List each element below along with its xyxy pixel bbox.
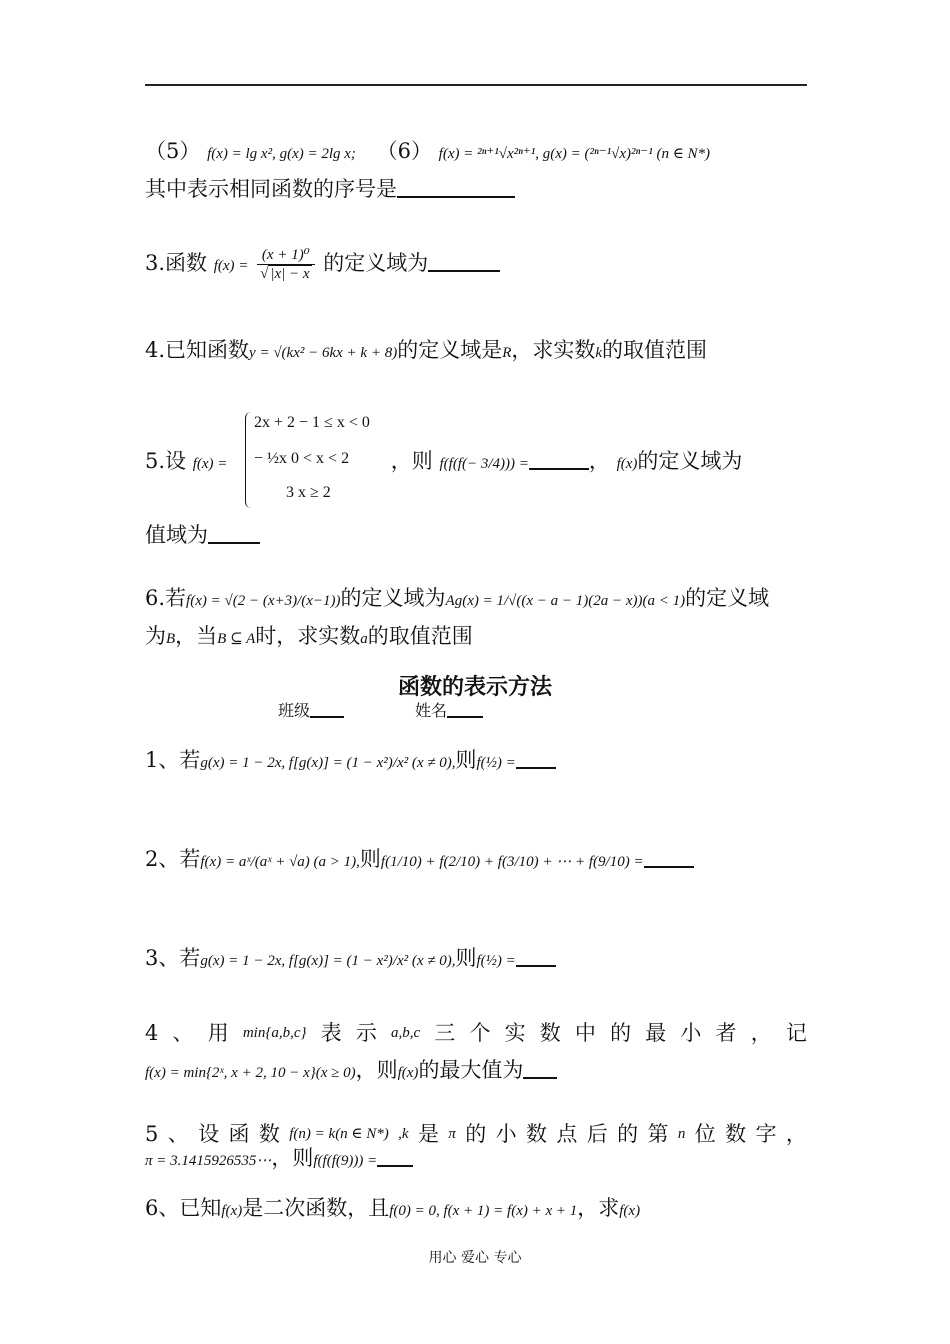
e6-ask: f(x) <box>619 1203 641 1219</box>
page-footer: 用心 爱心 专心 <box>428 1250 522 1266</box>
piecewise-case-3: 3 x ≥ 2 <box>286 484 331 501</box>
e5-token: ， <box>785 1122 807 1146</box>
e5-token: 、 <box>167 1122 189 1146</box>
e1-ask: f(½) = <box>476 755 516 771</box>
q4-mid2: ，求实数 <box>511 338 596 362</box>
q4-k: k <box>595 345 603 361</box>
q3-numerator: (x + 1)⁰ <box>257 246 314 265</box>
q6-A: A <box>445 593 455 609</box>
e5-token: 点 <box>556 1122 578 1146</box>
e4-token: 三 <box>434 1021 456 1045</box>
e4-math: f(x) = min{2ˣ, x + 2, 10 − x}(x ≥ 0) <box>145 1065 356 1081</box>
option-6-math: f(x) = ²ⁿ⁺¹√x²ⁿ⁺¹, g(x) = (²ⁿ⁻¹√x)²ⁿ⁻¹ (n ∈ N*) <box>438 146 711 162</box>
option-5-math: f(x) = lg x², g(x) = 2lg x; <box>207 146 356 162</box>
e4-token: 实 <box>504 1021 526 1045</box>
q6-prefix: 6.若 <box>145 586 187 610</box>
exercise-4 <box>145 1019 807 1047</box>
e5-token: ,k <box>398 1126 409 1142</box>
q6-line2-d: 的取值范围 <box>367 624 473 648</box>
name-label: 姓名 <box>415 701 448 720</box>
q6-line2-c: 时，求实数 <box>255 624 361 648</box>
q6-a: a <box>360 631 368 647</box>
e3-then: 则 <box>455 946 477 970</box>
e5-token: π <box>448 1126 456 1142</box>
e6-mid2: ，求 <box>577 1196 620 1220</box>
e2-math: f(x) = aˣ/(aˣ + √a) (a > 1), <box>200 854 360 870</box>
e5-pi-value: π = 3.1415926535⋯ <box>145 1153 272 1169</box>
e6-mid: 是二次函数，且 <box>242 1196 390 1220</box>
e2-then: 则 <box>359 847 381 871</box>
e4-token: 记 <box>785 1021 807 1045</box>
e4-suffix: 的最大值为 <box>418 1058 524 1082</box>
option-6-label: （6） <box>376 139 432 163</box>
header-rule <box>145 84 807 86</box>
q6-B: B <box>166 631 176 647</box>
e1-math: g(x) = 1 − 2x, f[g(x)] = (1 − x²)/x² (x ≠ 0), <box>200 755 456 771</box>
class-field <box>278 698 344 721</box>
name-blank[interactable] <box>447 700 483 718</box>
q4-prefix: 4.已知函数 <box>145 338 250 362</box>
e4-token: 者 <box>715 1021 737 1045</box>
e2-prefix: 2、若 <box>145 847 201 871</box>
e5-mid: ，则 <box>271 1146 314 1170</box>
class-label: 班级 <box>278 701 311 720</box>
e5-token: 后 <box>586 1122 608 1146</box>
e5-token: 函 <box>228 1122 250 1146</box>
question-2-options-line <box>145 137 807 168</box>
question-5-range <box>145 521 807 549</box>
q3-suffix: 的定义域为 <box>323 251 429 275</box>
answer-blank[interactable] <box>529 448 589 470</box>
exercise-2 <box>145 845 807 876</box>
question-2-prompt <box>145 175 807 203</box>
q5-composition: f(f(f(− 3/4))) = <box>439 456 529 472</box>
e4-token: 示 <box>355 1021 377 1045</box>
q3-prefix: 3.函数 <box>145 251 208 275</box>
answer-blank[interactable] <box>523 1057 557 1079</box>
question-4 <box>145 336 807 367</box>
e4-token: 的 <box>610 1021 632 1045</box>
q3-fraction <box>257 246 314 283</box>
e5-ask: f(f(f(9))) = <box>313 1153 378 1169</box>
e6-fx: f(x) <box>221 1203 243 1219</box>
e1-prefix: 1、若 <box>145 748 201 772</box>
e5-token: 字 <box>755 1122 777 1146</box>
q6-f-math: f(x) = √(2 − (x+3)/(x−1)) <box>186 593 341 609</box>
q3-den-radicand: |x| − x <box>270 266 310 282</box>
q6-condition: (a < 1) <box>642 593 686 609</box>
q4-mid: 的定义域是 <box>397 338 503 362</box>
q6-g-math: g(x) = 1/√((x − a − 1)(2a − x)) <box>454 593 643 609</box>
e4-token: min{a,b,c} <box>242 1025 307 1041</box>
exercise-5-line-2 <box>145 1144 807 1175</box>
q6-subset: B ⊆ A <box>217 631 256 647</box>
e3-ask: f(½) = <box>476 953 516 969</box>
exercise-4-line-2 <box>145 1056 807 1087</box>
q5-fx: f(x) <box>616 456 638 472</box>
e4-token: 个 <box>469 1021 491 1045</box>
answer-blank[interactable] <box>644 846 694 868</box>
e4-mid: ，则 <box>355 1058 398 1082</box>
answer-blank[interactable] <box>516 945 556 967</box>
exercise-6 <box>145 1194 807 1225</box>
e1-then: 则 <box>455 748 477 772</box>
e4-token: 4 <box>145 1021 159 1045</box>
exercise-3 <box>145 944 807 975</box>
e4-token: a,b,c <box>390 1025 421 1041</box>
e4-fx: f(x) <box>397 1065 419 1081</box>
e5-token: 第 <box>647 1122 669 1146</box>
e5-token: 数 <box>725 1122 747 1146</box>
q4-R: R <box>502 345 512 361</box>
q6-mid: 的定义域为 <box>340 586 446 610</box>
e4-token: 小 <box>680 1021 702 1045</box>
e5-token: 是 <box>417 1122 439 1146</box>
e5-token: 的 <box>465 1122 487 1146</box>
answer-blank[interactable] <box>516 747 556 769</box>
q4-suffix: 的取值范围 <box>602 338 708 362</box>
e5-token: 位 <box>694 1122 716 1146</box>
q5-suffix: 的定义域为 <box>637 449 743 473</box>
e4-token: 中 <box>574 1021 596 1045</box>
e5-token: n <box>677 1126 686 1142</box>
exercise-1 <box>145 746 807 777</box>
e5-token: f(n) = k(n ∈ N*) <box>289 1126 389 1142</box>
question-6-line-2 <box>145 622 807 653</box>
e5-token: 设 <box>198 1122 220 1146</box>
e4-token: 、 <box>172 1021 194 1045</box>
q5-range-label: 值域为 <box>145 523 208 547</box>
e5-token: 小 <box>495 1122 517 1146</box>
e5-token: 数 <box>258 1122 280 1146</box>
option-5-label: （5） <box>145 139 201 163</box>
answer-blank[interactable] <box>428 250 500 272</box>
q6-line2-a: 为 <box>145 624 166 648</box>
class-blank[interactable] <box>310 700 344 718</box>
e3-math: g(x) = 1 − 2x, f[g(x)] = (1 − x²)/x² (x ≠ 0), <box>200 953 456 969</box>
q6-suffix: 的定义域 <box>685 586 770 610</box>
e4-token: 数 <box>539 1021 561 1045</box>
e3-prefix: 3、若 <box>145 946 201 970</box>
piecewise-case-2: − ½x 0 < x < 2 <box>254 450 350 467</box>
q5-prefix: 5.设 <box>145 449 187 473</box>
question-6 <box>145 584 807 615</box>
question-3 <box>145 246 807 283</box>
q5-lhs: f(x) = <box>192 456 228 472</box>
e6-condition: f(0) = 0, f(x + 1) = f(x) + x + 1 <box>389 1203 578 1219</box>
e6-prefix: 6、已知 <box>145 1196 222 1220</box>
answer-blank[interactable] <box>208 522 260 544</box>
q3-function-lhs: f(x) = <box>213 258 249 274</box>
q5-mid: ，则 <box>390 449 433 473</box>
e4-token: ， <box>750 1021 772 1045</box>
piecewise-case-1: 2x + 2 − 1 ≤ x < 0 <box>254 414 370 431</box>
same-function-text: 其中表示相同函数的序号是 <box>145 177 397 201</box>
e5-token: 数 <box>525 1122 547 1146</box>
e4-token: 用 <box>207 1021 229 1045</box>
answer-blank[interactable] <box>397 176 515 198</box>
q3-denominator: √ |x| − x <box>260 266 310 282</box>
section-title: 函数的表示方法 <box>397 674 552 700</box>
name-field <box>415 698 483 721</box>
q6-line2-b: ，当 <box>175 624 218 648</box>
e4-token: 表 <box>320 1021 342 1045</box>
e2-ask: f(1/10) + f(2/10) + f(3/10) + ⋯ + f(9/10) = <box>380 854 644 870</box>
e5-token: 5 <box>145 1122 159 1146</box>
e4-token: 最 <box>645 1021 667 1045</box>
e5-token: 的 <box>617 1122 639 1146</box>
q5-piecewise <box>245 412 396 508</box>
q5-comma: ， <box>588 449 610 473</box>
e4-line-1 <box>145 1019 807 1047</box>
q4-math: y = √(kx² − 6kx + k + 8) <box>249 345 398 361</box>
answer-blank[interactable] <box>377 1145 413 1167</box>
